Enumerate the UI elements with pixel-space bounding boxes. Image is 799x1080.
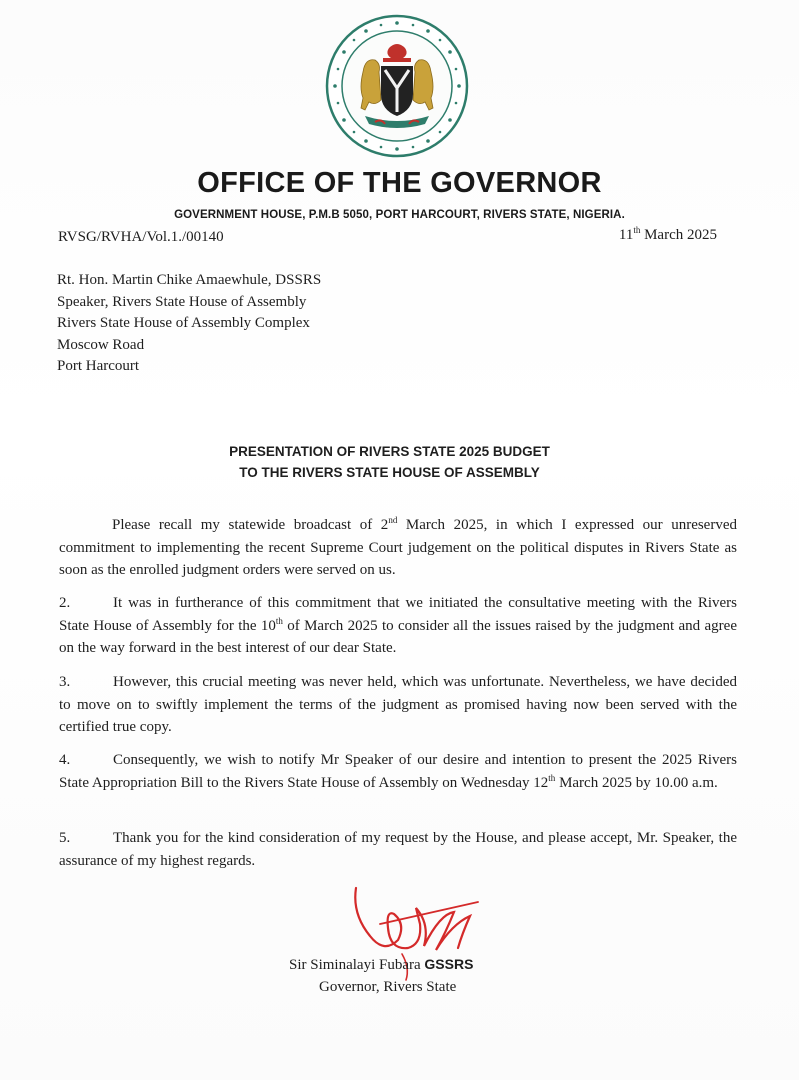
date-suffix: th bbox=[633, 225, 641, 235]
date-day: 11 bbox=[618, 227, 634, 243]
paragraph-2-sup: th bbox=[275, 615, 283, 626]
recipient-line: Rt. Hon. Martin Chike Amaewhule, DSSRS bbox=[57, 272, 322, 288]
coat-of-arms-seal bbox=[325, 14, 469, 158]
paragraph-5 bbox=[59, 827, 737, 872]
nigeria-coat-of-arms-icon bbox=[325, 14, 469, 158]
paragraph-3-text: However, this crucial meeting was never held, which was unfortunate. Nevertheless, we have decided to move on to swiftly implement the terms of the judgment as promised having now been served with the certified true copy. bbox=[59, 674, 737, 735]
recipient-line: Port Harcourt bbox=[57, 358, 140, 374]
paragraph-4-number: 4. bbox=[59, 752, 71, 768]
paragraph-5-text: Thank you for the kind consideration of my request by the House, and please accept, Mr. Speaker, the assurance of my highest regards. bbox=[59, 830, 737, 869]
paragraph-1 bbox=[59, 514, 737, 582]
signatory-title: Governor, Rivers State bbox=[319, 979, 457, 995]
paragraph-3-number: 3. bbox=[59, 674, 71, 690]
signatory-postnominal: GSSRS bbox=[424, 956, 474, 972]
signatory-full-name: Sir Siminalayi Fubara bbox=[289, 957, 425, 973]
paragraph-5-number: 5. bbox=[59, 830, 71, 846]
paragraph-4-text-a: Consequently, we wish to notify Mr Speaker of our desire and intention to present the 2025 Rivers State Appropriation Bill to the Rivers State House of Assembly on Wednesday 12 bbox=[59, 752, 737, 791]
paragraph-4-text-b: March 2025 by 10.00 a.m. bbox=[555, 774, 718, 791]
paragraph-1-sup: nd bbox=[388, 515, 398, 525]
paragraph-2-text-b: of March 2025 to consider all the issues raised by the judgment and agree on the way forward in the best interest of our dear State. bbox=[59, 617, 737, 656]
paragraph-2-text-a: It was in furtherance of this commitment that we initiated the consultative meeting with the Rivers State House of Assembly for the 10 bbox=[59, 595, 737, 634]
paragraph-4 bbox=[59, 749, 737, 794]
reference-number: RVSG/RVHA/Vol.1./00140 bbox=[58, 229, 224, 245]
office-title: OFFICE OF THE GOVERNOR bbox=[197, 167, 602, 199]
date-rest: March 2025 bbox=[640, 227, 717, 243]
letter-date bbox=[619, 227, 717, 244]
subject-line-2: TO THE RIVERS STATE HOUSE OF ASSEMBLY bbox=[239, 465, 540, 480]
subject-line-1: PRESENTATION OF RIVERS STATE 2025 BUDGET bbox=[229, 444, 550, 459]
signatory-name bbox=[289, 953, 473, 976]
letter-subject bbox=[0, 441, 779, 483]
paragraph-3 bbox=[59, 671, 737, 739]
office-address: GOVERNMENT HOUSE, P.M.B 5050, PORT HARCOURT, RIVERS STATE, NIGERIA. bbox=[174, 209, 625, 221]
paragraph-1-text-b: March 2025, in which I expressed our unreserved commitment to implementing the recent Supreme Court judgement on the political disputes in Rivers State as soon as the enrolled judgment orders were served on us. bbox=[59, 517, 737, 578]
recipient-line: Moscow Road bbox=[57, 336, 145, 353]
recipient-line: Speaker, Rivers State House of Assembly bbox=[57, 293, 307, 310]
signatory-block bbox=[289, 953, 473, 998]
paragraph-2 bbox=[59, 592, 737, 660]
recipient-address-block bbox=[57, 270, 321, 378]
paragraph-4-sup: th bbox=[548, 772, 556, 783]
paragraph-1-text-a: Please recall my statewide broadcast of 2 bbox=[112, 517, 389, 533]
paragraph-2-number: 2. bbox=[59, 595, 71, 611]
recipient-line: Rivers State House of Assembly Complex bbox=[57, 315, 310, 331]
